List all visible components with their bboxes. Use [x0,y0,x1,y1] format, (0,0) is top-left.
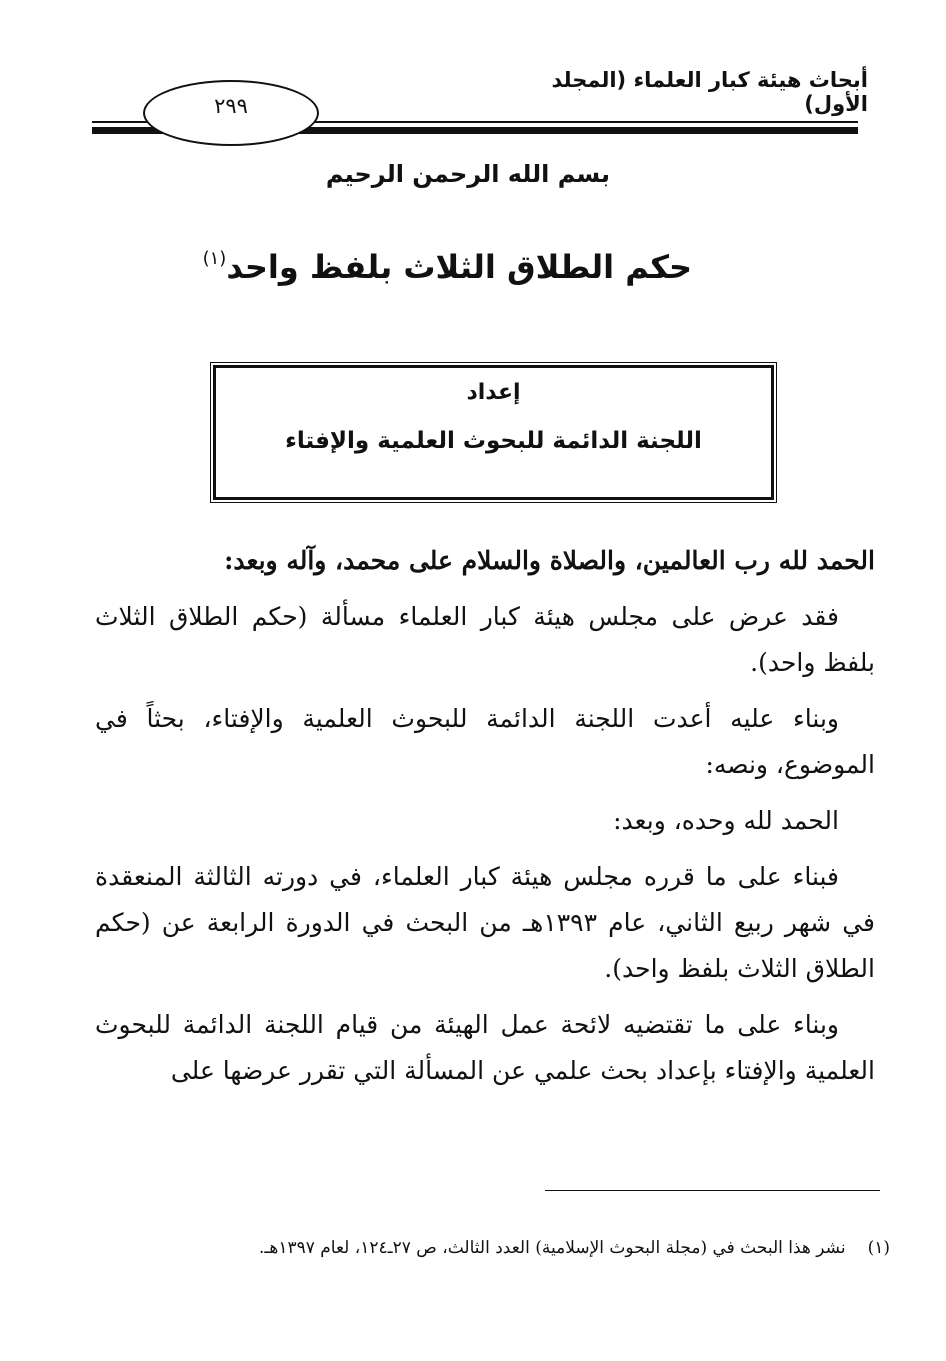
running-header: أبحاث هيئة كبار العلماء (المجلد الأول) [551,68,868,116]
paragraph: فقد عرض على مجلس هيئة كبار العلماء مسألة (حكم الطلاق الثلاث بلفظ واحد). [95,602,875,677]
prepared-by-label: إعداد [466,380,521,405]
footnote-number: (١) [867,1238,890,1258]
page-number: ٢٩٩ [214,94,248,118]
page-title [200,248,692,286]
paragraph: الحمد لله رب العالمين، والصلاة والسلام على محمد، وآله وبعد: [224,546,875,575]
prepared-by-committee: اللجنة الدائمة للبحوث العلمية والإفتاء [285,428,702,454]
paragraph: وبناء عليه أعدت اللجنة الدائمة للبحوث العلمية والإفتاء، بحثاً في الموضوع، ونصه: [95,704,875,779]
footnote [200,1238,890,1258]
paragraph: الحمد لله وحده، وبعد: [613,806,839,835]
title-footnote-ref: (١) [202,248,227,269]
paragraph: وبناء على ما تقتضيه لائحة عمل الهيئة من قيام اللجنة الدائمة للبحوث العلمية والإفتاء بإعداد بحث علمي عن المسألة التي تقرر عرضها على [95,1010,875,1085]
body-text [95,538,875,1104]
footnote-rule [545,1190,880,1191]
footnote-text: نشر هذا البحث في (مجلة البحوث الإسلامية) العدد الثالث، ص ٢٧ـ١٢٤، لعام ١٣٩٧هـ. [258,1238,846,1258]
basmala: بسم الله الرحمن الرحيم [325,160,610,188]
title-text: حكم الطلاق الثلاث بلفظ واحد [226,248,692,286]
paragraph: فبناء على ما قرره مجلس هيئة كبار العلماء، في دورته الثالثة المنعقدة في شهر ربيع الثاني، عام ١٣٩٣هـ من البحث في الدورة الرابعة عن (حكم الطلاق الثلاث بلفظ واحد). [95,862,875,983]
